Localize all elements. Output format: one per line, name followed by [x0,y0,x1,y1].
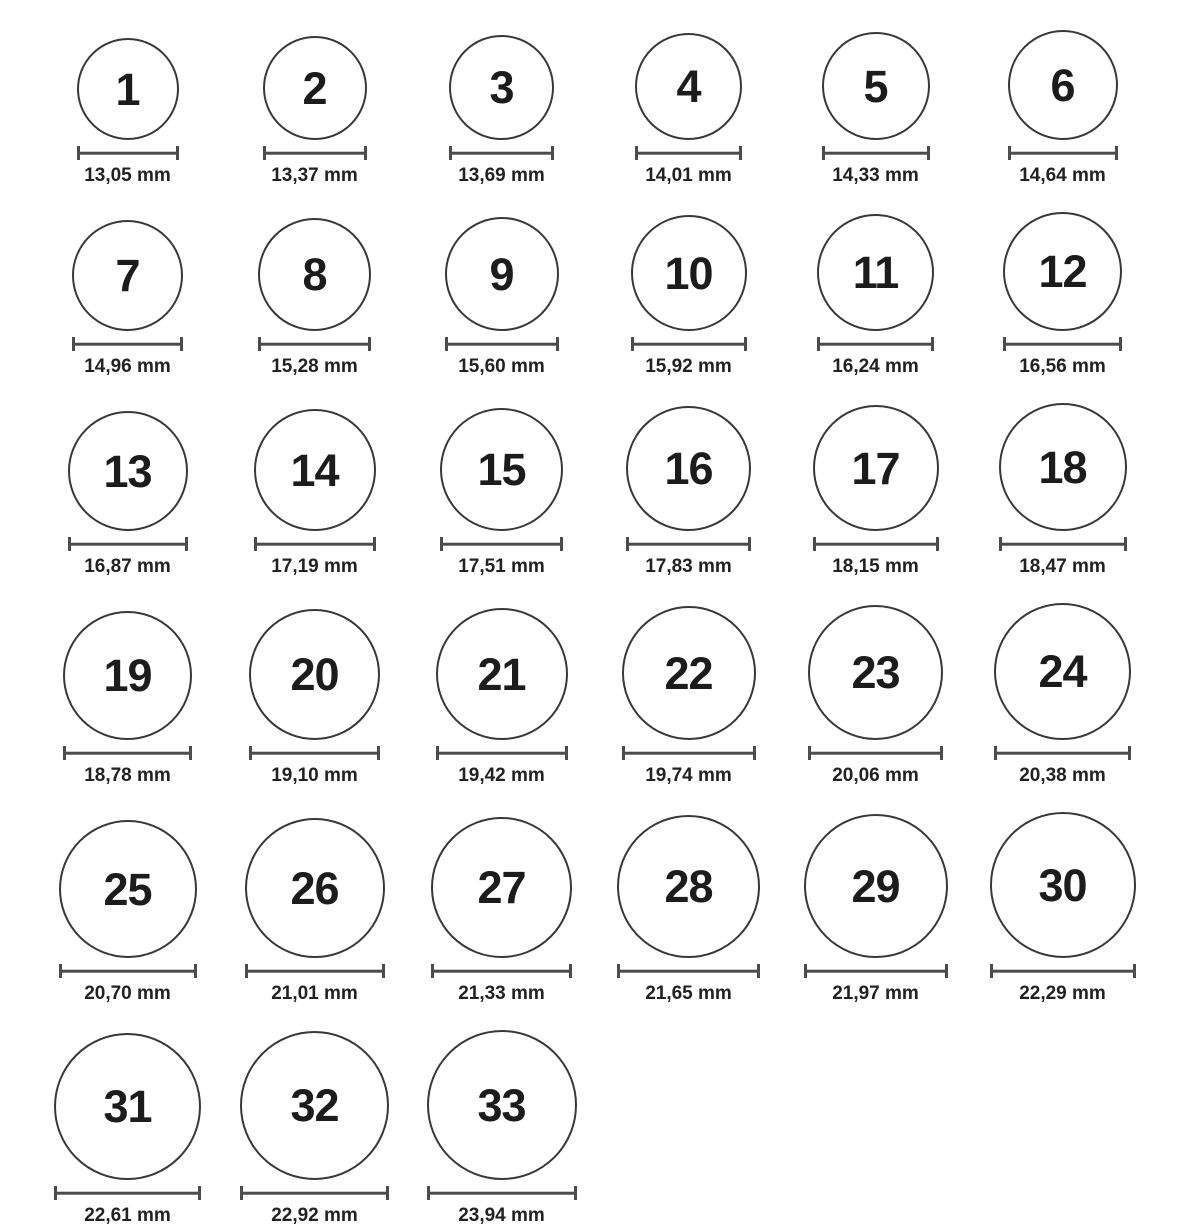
ring-size-number: 18 [1038,441,1087,493]
diameter-label: 22,92 mm [271,1205,358,1226]
chart-row [34,30,1200,187]
ring-circle [626,406,751,531]
diameter-ruler [445,337,559,351]
ring-size-number: 2 [302,62,327,114]
diameter-label: 15,92 mm [645,356,732,377]
diameter-ruler [77,146,179,160]
diameter-ruler [240,1186,389,1200]
ring-size-cell [221,409,408,578]
ring-size-cell [969,212,1156,378]
ring-size-cell [221,218,408,378]
ring-size-cell [408,817,595,1005]
ring-circle [804,814,948,958]
ring-circle [617,815,760,958]
ring-size-cell [221,36,408,187]
diameter-ruler [804,964,948,978]
ring-size-number: 22 [664,647,713,699]
diameter-label: 13,05 mm [84,165,171,186]
diameter-ruler [1008,146,1118,160]
ring-size-number: 4 [676,61,701,112]
ring-size-cell [969,403,1156,578]
diameter-label: 21,33 mm [458,983,545,1004]
ring-circle [77,38,179,140]
ring-size-number: 31 [103,1081,152,1132]
ring-size-number: 13 [103,445,152,497]
ring-circle [431,817,572,958]
diameter-label: 22,61 mm [84,1205,171,1226]
ring-size-cell [408,35,595,187]
diameter-ruler [436,746,568,760]
diameter-ruler [994,746,1131,760]
ring-size-cell [969,812,1156,1005]
chart-row [34,603,1200,787]
ring-size-number: 28 [664,861,713,912]
ring-circle [68,411,188,531]
ring-circle [994,603,1131,740]
diameter-ruler [249,746,380,760]
ring-size-cell [595,215,782,378]
diameter-label: 14,64 mm [1019,165,1106,186]
ring-size-cell [408,217,595,378]
diameter-ruler [808,746,943,760]
ring-size-number: 26 [290,862,339,914]
chart-row [34,1030,1200,1227]
diameter-label: 16,24 mm [832,356,919,377]
diameter-label: 20,38 mm [1019,765,1106,786]
ring-size-cell [595,815,782,1005]
ring-size-cell [595,33,782,187]
ring-circle [1003,212,1122,331]
ring-circle [635,33,742,140]
ring-size-number: 6 [1050,59,1075,111]
diameter-ruler [254,537,376,551]
ring-circle [631,215,747,331]
diameter-ruler [822,146,930,160]
ring-size-number: 14 [290,444,339,496]
diameter-ruler [617,964,760,978]
ring-circle [440,408,563,531]
ring-size-cell [34,611,221,787]
ring-size-number: 9 [489,248,514,300]
diameter-ruler [999,537,1127,551]
ring-circle [999,403,1127,531]
diameter-ruler [626,537,751,551]
diameter-ruler [427,1186,577,1200]
ring-size-cell [969,603,1156,787]
ring-circle [813,405,939,531]
diameter-ruler [817,337,934,351]
ring-size-cell [34,38,221,187]
diameter-label: 17,19 mm [271,556,358,577]
ring-size-number: 16 [664,443,713,494]
diameter-label: 19,42 mm [458,765,545,786]
diameter-label: 16,56 mm [1019,356,1106,377]
ring-circle [817,214,934,331]
ring-size-cell [782,214,969,378]
ring-size-cell [34,220,221,378]
diameter-ruler [68,537,188,551]
diameter-ruler [72,337,183,351]
diameter-label: 23,94 mm [458,1205,545,1226]
diameter-ruler [622,746,756,760]
ring-circle [990,812,1136,958]
diameter-label: 22,29 mm [1019,983,1106,1004]
diameter-label: 18,47 mm [1019,556,1106,577]
diameter-label: 16,87 mm [84,556,171,577]
diameter-ruler [813,537,939,551]
ring-size-cell [782,605,969,787]
ring-size-cell [595,406,782,578]
ring-size-number: 32 [290,1080,339,1131]
diameter-ruler [990,964,1136,978]
ring-circle [445,217,559,331]
diameter-label: 19,74 mm [645,765,732,786]
ring-size-number: 30 [1038,859,1087,911]
diameter-label: 14,96 mm [84,356,171,377]
ring-size-number: 33 [477,1079,526,1131]
diameter-label: 20,06 mm [832,765,919,786]
diameter-label: 18,78 mm [84,765,171,786]
diameter-label: 17,83 mm [645,556,732,577]
ring-size-number: 7 [115,250,140,301]
ring-circle [240,1031,389,1180]
diameter-label: 18,15 mm [832,556,919,577]
ring-size-cell [221,818,408,1005]
ring-circle [263,36,367,140]
diameter-label: 21,97 mm [832,983,919,1004]
ring-circle [245,818,385,958]
diameter-ruler [63,746,192,760]
chart-row [34,403,1200,578]
diameter-label: 21,01 mm [271,983,358,1004]
ring-size-number: 24 [1038,646,1087,697]
diameter-ruler [1003,337,1122,351]
ring-circle [822,32,930,140]
diameter-ruler [431,964,572,978]
ring-size-cell [595,606,782,787]
ring-size-number: 23 [851,647,900,698]
ring-size-cell [408,608,595,787]
ring-circle [72,220,183,331]
ring-size-cell [782,32,969,187]
ring-circle [808,605,943,740]
ring-circle [258,218,371,331]
ring-size-number: 10 [664,247,713,299]
ring-size-cell [34,1033,221,1227]
diameter-label: 13,37 mm [271,165,358,186]
ring-size-cell [782,814,969,1005]
ring-circle [54,1033,201,1180]
ring-size-cell [969,30,1156,187]
diameter-ruler [635,146,742,160]
ring-size-number: 12 [1038,246,1087,297]
ring-size-cell [221,1031,408,1227]
ring-circle [249,609,380,740]
ring-size-number: 15 [477,444,526,495]
ring-size-number: 21 [477,648,526,700]
ring-size-cell [782,405,969,578]
ring-size-number: 20 [290,649,339,700]
ring-size-number: 1 [115,63,140,115]
diameter-ruler [59,964,197,978]
ring-circle [436,608,568,740]
diameter-ruler [631,337,747,351]
diameter-label: 20,70 mm [84,983,171,1004]
diameter-ruler [245,964,385,978]
ring-size-number: 25 [103,863,152,915]
ring-circle [622,606,756,740]
ring-circle [59,820,197,958]
diameter-ruler [263,146,367,160]
ring-circle [254,409,376,531]
ring-circle [449,35,554,140]
diameter-label: 15,60 mm [458,356,545,377]
ring-size-number: 19 [103,650,152,701]
ring-circle [427,1030,577,1180]
diameter-ruler [440,537,563,551]
ring-size-cell [221,609,408,787]
ring-size-cell [408,408,595,578]
diameter-ruler [449,146,554,160]
ring-size-cell [34,820,221,1005]
diameter-label: 17,51 mm [458,556,545,577]
ring-circle [1008,30,1118,140]
ring-size-number: 17 [851,442,900,494]
diameter-label: 14,33 mm [832,165,919,186]
diameter-ruler [258,337,371,351]
diameter-label: 14,01 mm [645,165,732,186]
ring-circle [63,611,192,740]
chart-row [34,212,1200,378]
chart-row [34,812,1200,1005]
diameter-label: 21,65 mm [645,983,732,1004]
ring-size-number: 8 [302,249,327,300]
ring-size-number: 11 [852,247,899,298]
ring-size-cell [408,1030,595,1227]
ring-size-number: 27 [477,862,526,913]
ring-size-number: 5 [863,60,888,112]
ring-size-cell [34,411,221,578]
ring-size-number: 3 [489,62,514,113]
diameter-label: 19,10 mm [271,765,358,786]
ring-size-number: 29 [851,860,900,912]
diameter-ruler [54,1186,201,1200]
diameter-label: 15,28 mm [271,356,358,377]
diameter-label: 13,69 mm [458,165,545,186]
